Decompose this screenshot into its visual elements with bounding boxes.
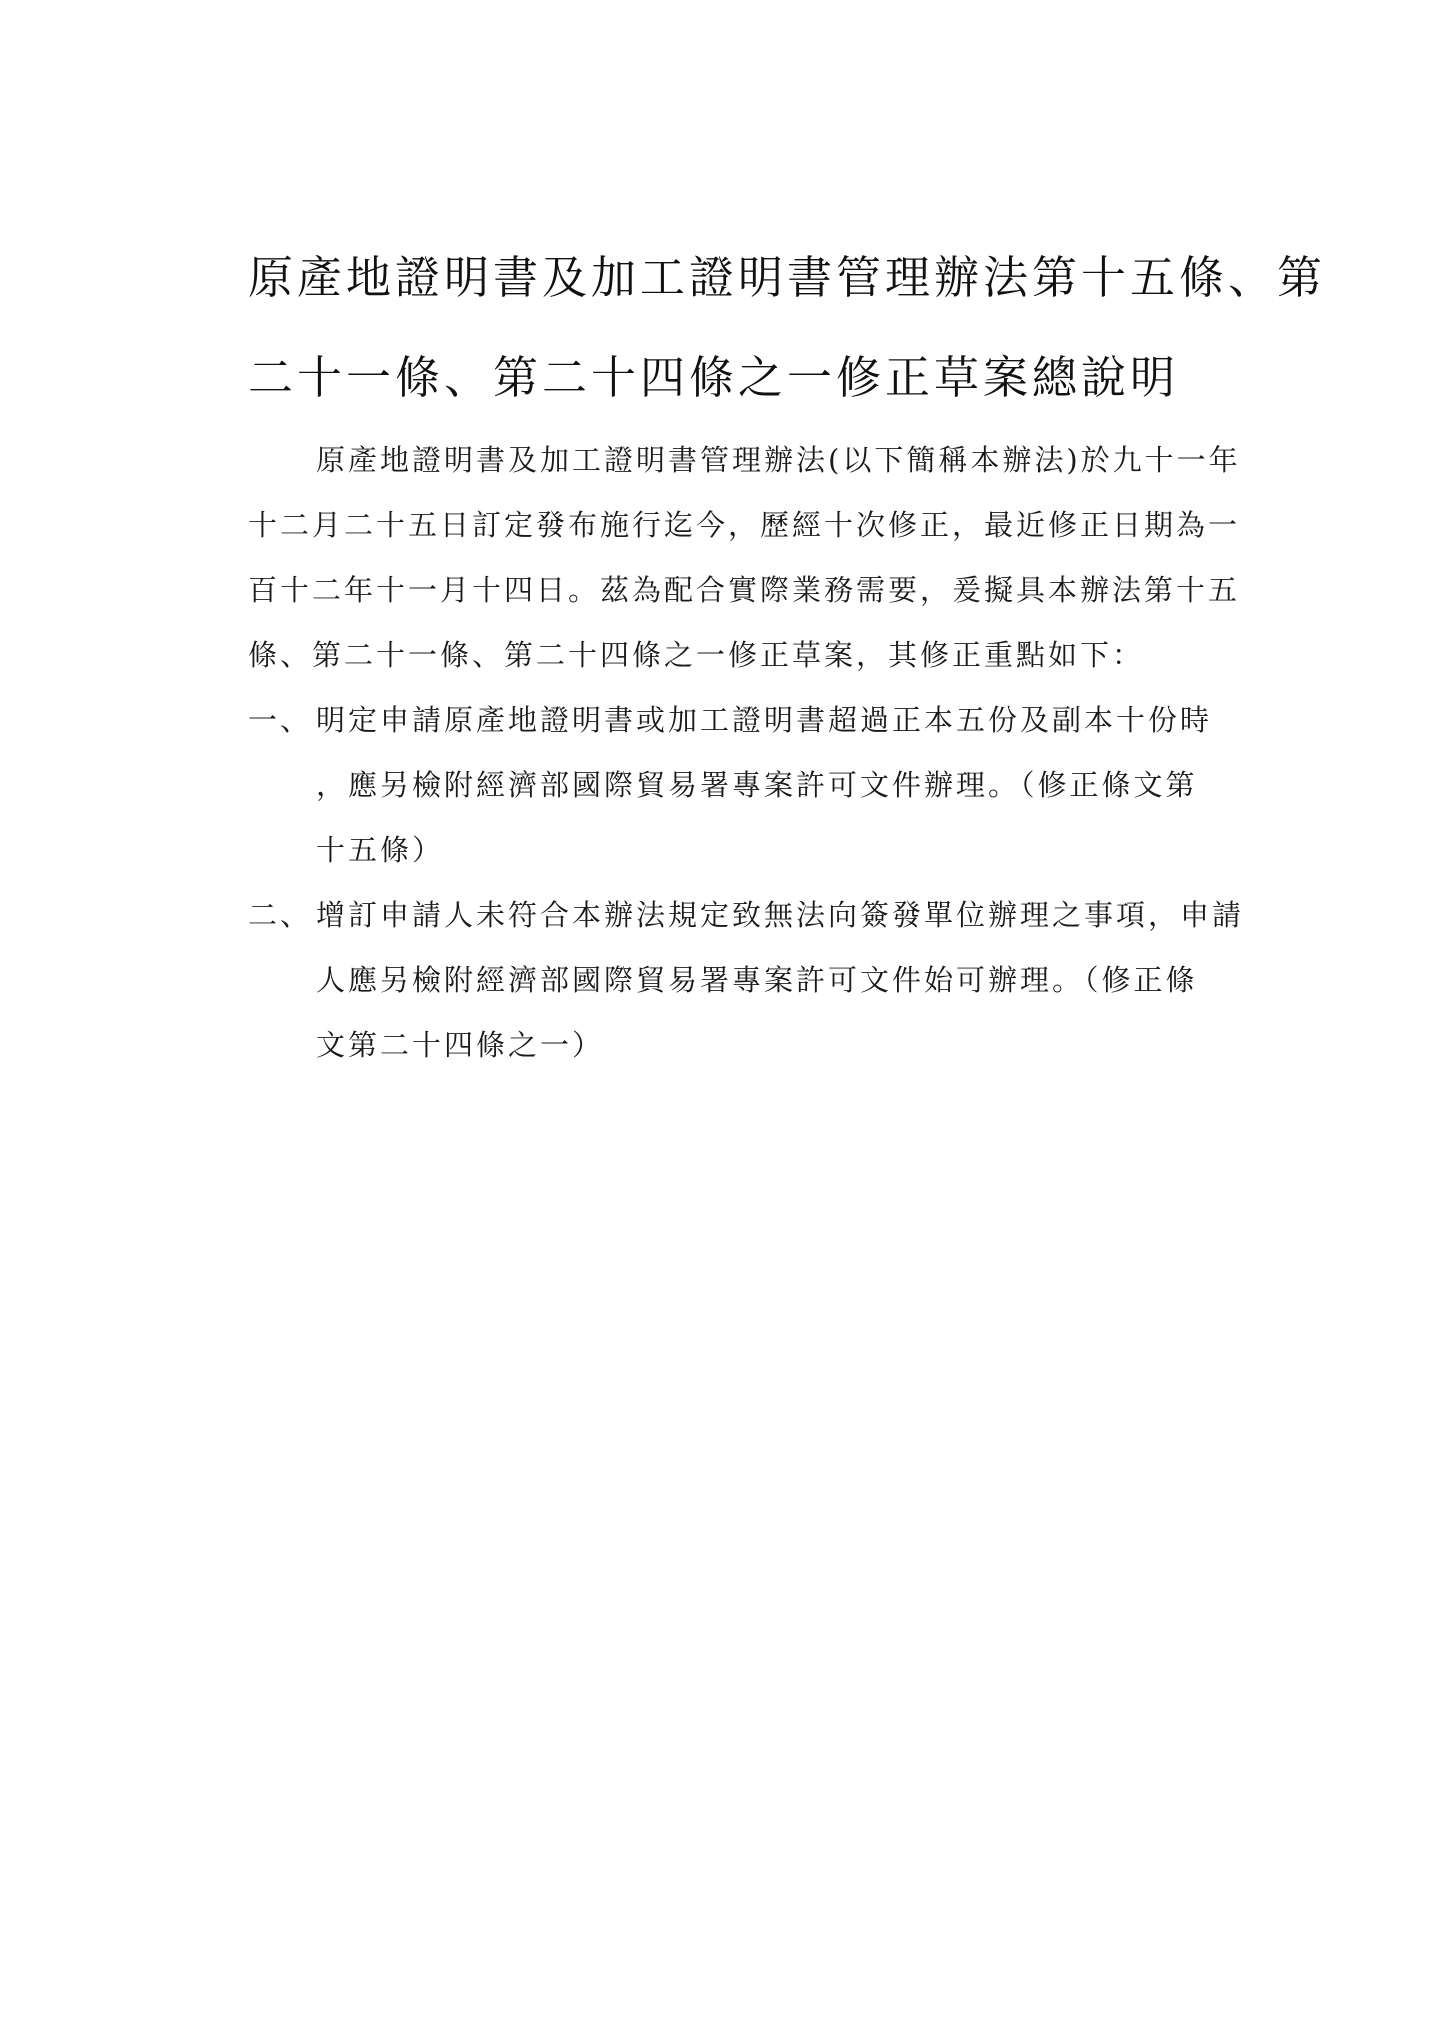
point-number: 二、 [248,898,313,932]
point-line: 人應另檢附經濟部國際貿易署專案許可文件始可辦理。（修正條 [316,963,1198,997]
point-line: 明定申請原產地證明書或加工證明書超過正本五份及副本十份時 [316,703,1213,737]
title-line: 原產地證明書及加工證明書管理辦法第十五條、第 [248,251,1327,304]
intro-line: 十二月二十五日訂定發布施行迄今，歷經十次修正，最近修正日期為一 [248,508,1241,542]
amendment-point-2 [248,883,1268,1078]
point-line: ，應另檢附經濟部國際貿易署專案許可文件辦理。（修正條文第 [316,768,1198,802]
intro-line: 百十二年十一月十四日。茲為配合實際業務需要，爰擬具本辦法第十五 [248,573,1241,607]
title-line: 二十一條、第二十四條之一修正草案總說明 [248,351,1180,404]
amendment-point-1 [248,688,1268,883]
point-line: 十五條） [316,833,445,867]
amendment-points [248,688,1268,1078]
intro-line: 條、第二十一條、第二十四條之一修正草案，其修正重點如下： [248,638,1145,672]
document-body [248,228,1327,1078]
point-line: 文第二十四條之一） [316,1028,605,1062]
intro-line: 原產地證明書及加工證明書管理辦法(以下簡稱本辦法)於九十一年 [316,443,1241,477]
document-title [248,228,1327,428]
point-number: 一、 [248,703,313,737]
intro-paragraph [248,428,1268,688]
point-line: 增訂申請人未符合本辦法規定致無法向簽發單位辦理之事項，申請 [316,898,1245,932]
